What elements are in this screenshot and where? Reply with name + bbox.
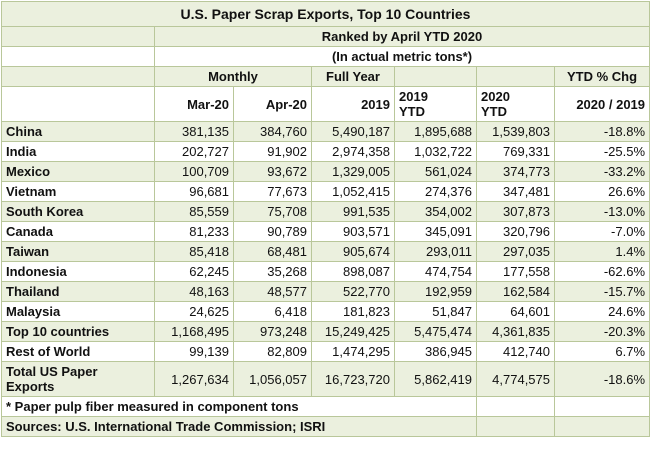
table-cell: 354,002 <box>395 202 477 222</box>
footnote: * Paper pulp fiber measured in component tons <box>2 397 477 417</box>
table-cell: 1,052,415 <box>312 182 395 202</box>
table-cell: 5,862,419 <box>395 362 477 397</box>
table-cell: Rest of World <box>2 342 155 362</box>
table-row <box>2 242 650 262</box>
table-cell: South Korea <box>2 202 155 222</box>
table-cell: 474,754 <box>395 262 477 282</box>
table-row <box>2 282 650 302</box>
header-2019-ytd: 2019 YTD <box>395 87 477 122</box>
table-cell: 85,559 <box>155 202 234 222</box>
table-title: U.S. Paper Scrap Exports, Top 10 Countries <box>2 2 650 27</box>
table-cell: 24,625 <box>155 302 234 322</box>
table-cell: 100,709 <box>155 162 234 182</box>
table-cell: 1,032,722 <box>395 142 477 162</box>
table-cell: 77,673 <box>234 182 312 202</box>
table-cell: 93,672 <box>234 162 312 182</box>
table-cell: 81,233 <box>155 222 234 242</box>
table-cell: 62,245 <box>155 262 234 282</box>
units-note: (In actual metric tons*) <box>155 47 650 67</box>
header-row <box>2 87 650 122</box>
table-cell: Mexico <box>2 162 155 182</box>
table-cell: 4,361,835 <box>477 322 555 342</box>
table-cell: 320,796 <box>477 222 555 242</box>
table-cell: 162,584 <box>477 282 555 302</box>
table-cell: 35,268 <box>234 262 312 282</box>
table-cell: 1.4% <box>555 242 650 262</box>
table-cell: 15,249,425 <box>312 322 395 342</box>
table-cell <box>555 417 650 437</box>
table-cell: 96,681 <box>155 182 234 202</box>
table-cell: 991,535 <box>312 202 395 222</box>
header-pct-range: 2020 / 2019 <box>555 87 650 122</box>
table-row <box>2 182 650 202</box>
header-monthly: Monthly <box>155 67 312 87</box>
table-cell: 769,331 <box>477 142 555 162</box>
table-cell: 75,708 <box>234 202 312 222</box>
sources-row <box>2 417 650 437</box>
table-cell: 973,248 <box>234 322 312 342</box>
table-cell: 274,376 <box>395 182 477 202</box>
table-cell: -7.0% <box>555 222 650 242</box>
table-row <box>2 142 650 162</box>
table-cell: 90,789 <box>234 222 312 242</box>
table-cell <box>2 27 155 47</box>
table-cell: 898,087 <box>312 262 395 282</box>
total-row <box>2 362 650 397</box>
table-cell: 903,571 <box>312 222 395 242</box>
table-row <box>2 262 650 282</box>
table-cell: 64,601 <box>477 302 555 322</box>
table-cell: 91,902 <box>234 142 312 162</box>
table-cell: 24.6% <box>555 302 650 322</box>
table-cell: -25.5% <box>555 142 650 162</box>
table-cell: 522,770 <box>312 282 395 302</box>
table-cell <box>2 67 155 87</box>
table-cell: Malaysia <box>2 302 155 322</box>
table-cell: 202,727 <box>155 142 234 162</box>
table-cell: 381,135 <box>155 122 234 142</box>
table-cell: Vietnam <box>2 182 155 202</box>
units-row <box>2 47 650 67</box>
rest-of-world-row <box>2 342 650 362</box>
table-cell: -20.3% <box>555 322 650 342</box>
table-cell: 99,139 <box>155 342 234 362</box>
table-cell: 293,011 <box>395 242 477 262</box>
table-cell: 51,847 <box>395 302 477 322</box>
table-cell: 1,895,688 <box>395 122 477 142</box>
table-cell: 48,163 <box>155 282 234 302</box>
table-row <box>2 222 650 242</box>
table-cell: 2,974,358 <box>312 142 395 162</box>
table-cell <box>477 67 555 87</box>
table-cell: -18.6% <box>555 362 650 397</box>
table-cell: India <box>2 142 155 162</box>
table-cell: Taiwan <box>2 242 155 262</box>
table-cell: -33.2% <box>555 162 650 182</box>
top10-row <box>2 322 650 342</box>
table-cell: 16,723,720 <box>312 362 395 397</box>
table-cell: 1,474,295 <box>312 342 395 362</box>
table-cell: 297,035 <box>477 242 555 262</box>
table-row <box>2 202 650 222</box>
table-cell: 1,267,634 <box>155 362 234 397</box>
total-label: Total US Paper Exports <box>2 362 155 397</box>
table-cell: Canada <box>2 222 155 242</box>
table-cell <box>555 397 650 417</box>
table-row <box>2 162 650 182</box>
table-cell <box>2 47 155 67</box>
table-cell: 68,481 <box>234 242 312 262</box>
table-cell: 1,168,495 <box>155 322 234 342</box>
table-cell: 905,674 <box>312 242 395 262</box>
table-cell: 374,773 <box>477 162 555 182</box>
header-group-row <box>2 67 650 87</box>
table-cell: 412,740 <box>477 342 555 362</box>
table-cell: 384,760 <box>234 122 312 142</box>
table-cell: 347,481 <box>477 182 555 202</box>
table-cell: -62.6% <box>555 262 650 282</box>
table-cell: 6.7% <box>555 342 650 362</box>
sources: Sources: U.S. International Trade Commission; ISRI <box>2 417 477 437</box>
header-mar20: Mar-20 <box>155 87 234 122</box>
footnote-row <box>2 397 650 417</box>
table-cell: 192,959 <box>395 282 477 302</box>
table-cell: 561,024 <box>395 162 477 182</box>
table-row <box>2 122 650 142</box>
header-apr20: Apr-20 <box>234 87 312 122</box>
table-cell <box>395 67 477 87</box>
table-row <box>2 302 650 322</box>
subtitle-row <box>2 27 650 47</box>
table-cell: -15.7% <box>555 282 650 302</box>
table-cell: 26.6% <box>555 182 650 202</box>
table-cell: China <box>2 122 155 142</box>
table-cell <box>477 417 555 437</box>
header-2020-ytd: 2020 YTD <box>477 87 555 122</box>
table-cell: 386,945 <box>395 342 477 362</box>
table-cell: 5,475,474 <box>395 322 477 342</box>
table-cell: 1,539,803 <box>477 122 555 142</box>
table-cell: -18.8% <box>555 122 650 142</box>
table-cell: Indonesia <box>2 262 155 282</box>
table-cell: 1,329,005 <box>312 162 395 182</box>
header-full-year: Full Year <box>312 67 395 87</box>
table-cell: 4,774,575 <box>477 362 555 397</box>
table-cell: 307,873 <box>477 202 555 222</box>
table-cell <box>477 397 555 417</box>
table-cell <box>2 87 155 122</box>
table-cell: -13.0% <box>555 202 650 222</box>
table-cell: 48,577 <box>234 282 312 302</box>
table-cell: 82,809 <box>234 342 312 362</box>
paper-scrap-exports-table <box>1 1 650 437</box>
table-cell: Top 10 countries <box>2 322 155 342</box>
table-cell: 5,490,187 <box>312 122 395 142</box>
table-cell: 6,418 <box>234 302 312 322</box>
table-cell: 85,418 <box>155 242 234 262</box>
table-cell: 345,091 <box>395 222 477 242</box>
table-subtitle: Ranked by April YTD 2020 <box>155 27 650 47</box>
header-2019: 2019 <box>312 87 395 122</box>
header-ytd-pct-chg: YTD % Chg <box>555 67 650 87</box>
table-cell: 181,823 <box>312 302 395 322</box>
table-cell: 177,558 <box>477 262 555 282</box>
table-cell: 1,056,057 <box>234 362 312 397</box>
title-row <box>2 2 650 27</box>
table-cell: Thailand <box>2 282 155 302</box>
